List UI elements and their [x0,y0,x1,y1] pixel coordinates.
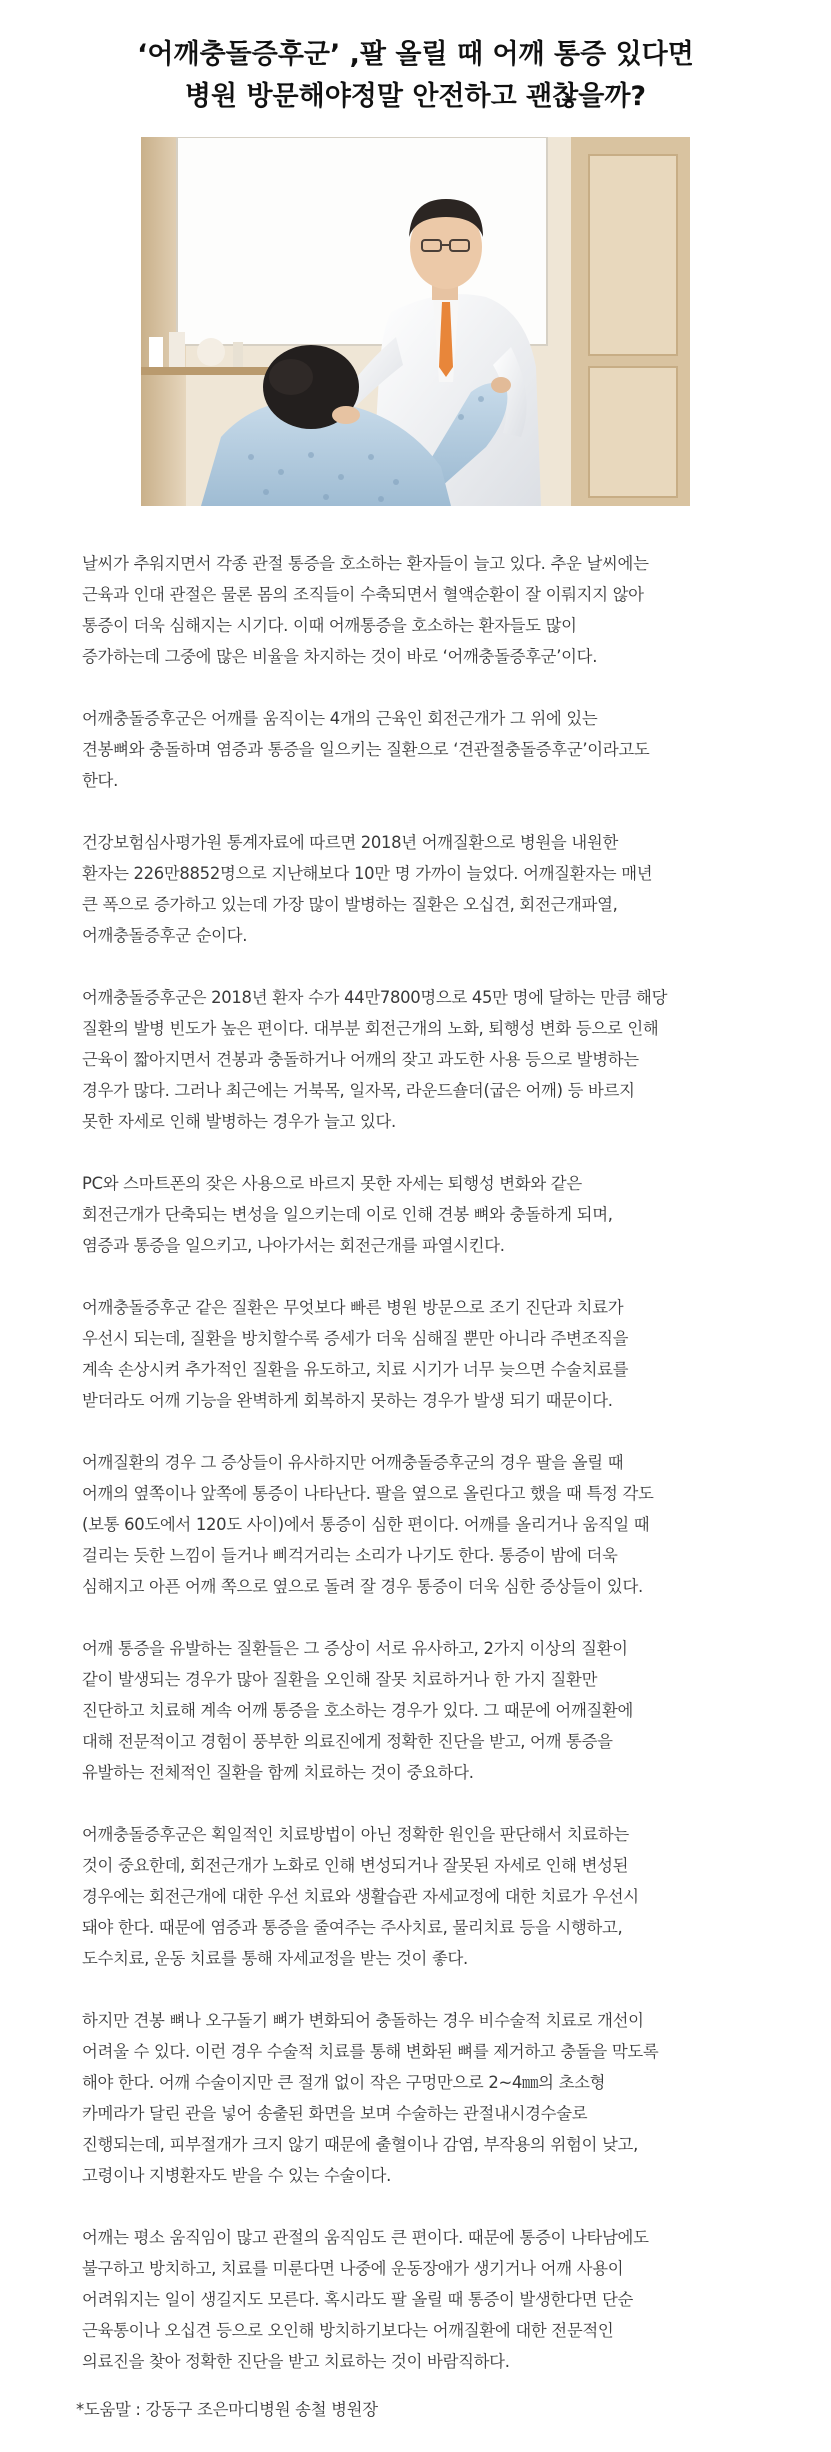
article-title-line-1: ‘어깨충돌증후군’ ,팔 올릴 때 어깨 통증 있다면 [137,39,694,70]
article-photo [141,137,690,506]
article-paragraph: 어깨충돌증후군 같은 질환은 무엇보다 빠른 병원 방문으로 조기 진단과 치료가 우선시 되는데, 질환을 방치할수록 증세가 더욱 심해질 뿐만 아니라 주변조직을 계속 손상시켜 추가적인 질환을 유도하고, 치료 시기가 너무 늦으면 수술치료를 받더라도 어깨 기능을 완벽하게 회복하지 못하는 경우가 발생 되기 때문이다. [82,1298,629,1410]
article-paragraph: 하지만 견봉 뼈나 오구돌기 뼈가 변화되어 충돌하는 경우 비수술적 치료로 개선이 어려울 수 있다. 이런 경우 수술적 치료를 통해 변화된 뼈를 제거하고 충돌을 막도록 해야 한다. 어깨 수술이지만 큰 절개 없이 작은 구멍만으로 2~4㎜의 초소형 카메라가 달린 관을 넣어 송출된 화면을 보며 수술하는 관절내시경수술로 진행되는데, 피부절개가 크지 않기 때문에 출혈이나 감염, 부작용의 위험이 낮고, 고령이나 지병환자도 받을 수 있는 수술이다. [82,2011,659,2185]
article-paragraph: 날씨가 추워지면서 각종 관절 통증을 호소하는 환자들이 늘고 있다. 추운 날씨에는 근육과 인대 관절은 물론 몸의 조직들이 수축되면서 혈액순환이 잘 이뤄지지 않아 통증이 더욱 심해지는 시기다. 이때 어깨통증을 호소하는 환자들도 많이 증가하는데 그중에 많은 비율을 차지하는 것이 바로 ‘어깨충돌증후군’이다. [82,554,649,666]
doctor-examining-patient-image [141,137,690,506]
article-paragraph: 어깨질환의 경우 그 증상들이 유사하지만 어깨충돌증후군의 경우 팔을 올릴 때 어깨의 옆쪽이나 앞쪽에 통증이 나타난다. 팔을 옆으로 올린다고 했을 때 특정 각도 (보통 60도에서 120도 사이)에서 통증이 심한 편이다. 어깨를 올리거나 움직일 때 걸리는 듯한 느낌이 들거나 삐걱거리는 소리가 나기도 한다. 통증이 밤에 더욱 심해지고 아픈 어깨 쪽으로 옆으로 돌려 잘 경우 통증이 더욱 심한 증상들이 있다. [82,1453,654,1596]
article-body [82,548,772,2408]
article-title-line-2: 병원 방문해야정말 안전하고 괜찮을까? [184,81,647,112]
article-paragraph: 건강보험심사평가원 통계자료에 따르면 2018년 어깨질환으로 병원을 내원한 환자는 226만8852명으로 지난해보다 10만 명 가까이 늘었다. 어깨질환자는 매년 큰 폭으로 증가하고 있는데 가장 많이 발병하는 질환은 오십견, 회전근개파열, 어깨충돌증후군 순이다. [82,833,653,945]
article-paragraph: 어깨충돌증후군은 2018년 환자 수가 44만7800명으로 45만 명에 달하는 만큼 해당 질환의 발병 빈도가 높은 편이다. 대부분 회전근개의 노화, 퇴행성 변화 등으로 인해 근육이 짧아지면서 견봉과 충돌하거나 어깨의 잦고 과도한 사용 등으로 발병하는 경우가 많다. 그러나 최근에는 거북목, 일자목, 라운드숄더(굽은 어깨) 등 바르지 못한 자세로 인해 발병하는 경우가 늘고 있다. [82,988,668,1131]
article-title [0,34,831,118]
article-paragraph: 어깨충돌증후군은 획일적인 치료방법이 아닌 정확한 원인을 판단해서 치료하는 것이 중요한데, 회전근개가 노화로 인해 변성되거나 잘못된 자세로 인해 변성된 경우에는 회전근개에 대한 우선 치료와 생활습관 자세교정에 대한 치료가 우선시 돼야 한다. 때문에 염증과 통증을 줄여주는 주사치료, 물리치료 등을 시행하고, 도수치료, 운동 치료를 통해 자세교정을 받는 것이 좋다. [82,1825,639,1968]
article-paragraph: PC와 스마트폰의 잦은 사용으로 바르지 못한 자세는 퇴행성 변화와 같은 회전근개가 단축되는 변성을 일으키는데 이로 인해 견봉 뼈와 충돌하게 되며, 염증과 통증을 일으키고, 나아가서는 회전근개를 파열시킨다. [82,1174,613,1255]
article-paragraph: 어깨충돌증후군은 어깨를 움직이는 4개의 근육인 회전근개가 그 위에 있는 견봉뼈와 충돌하며 염증과 통증을 일으키는 질환으로 ‘견관절충돌증후군’이라고도 한다. [82,709,650,790]
article-credit: *도움말 : 강동구 조은마디병원 송철 병원장 [76,2400,378,2419]
article-paragraph: 어깨는 평소 움직임이 많고 관절의 움직임도 큰 편이다. 때문에 통증이 나타남에도 불구하고 방치하고, 치료를 미룬다면 나중에 운동장애가 생기거나 어깨 사용이 어려워지는 일이 생길지도 모른다. 혹시라도 팔 올릴 때 통증이 발생한다면 단순 근육통이나 오십견 등으로 오인해 방치하기보다는 어깨질환에 대한 전문적인 의료진을 찾아 정확한 진단을 받고 치료하는 것이 바람직하다. [82,2228,649,2371]
article-paragraph: 어깨 통증을 유발하는 질환들은 그 증상이 서로 유사하고, 2가지 이상의 질환이 같이 발생되는 경우가 많아 질환을 오인해 잘못 치료하거나 한 가지 질환만 진단하고 치료해 계속 어깨 통증을 호소하는 경우가 있다. 그 때문에 어깨질환에 대해 전문적이고 경험이 풍부한 의료진에게 정확한 진단을 받고, 어깨 통증을 유발하는 전체적인 질환을 함께 치료하는 것이 중요하다. [82,1639,634,1782]
